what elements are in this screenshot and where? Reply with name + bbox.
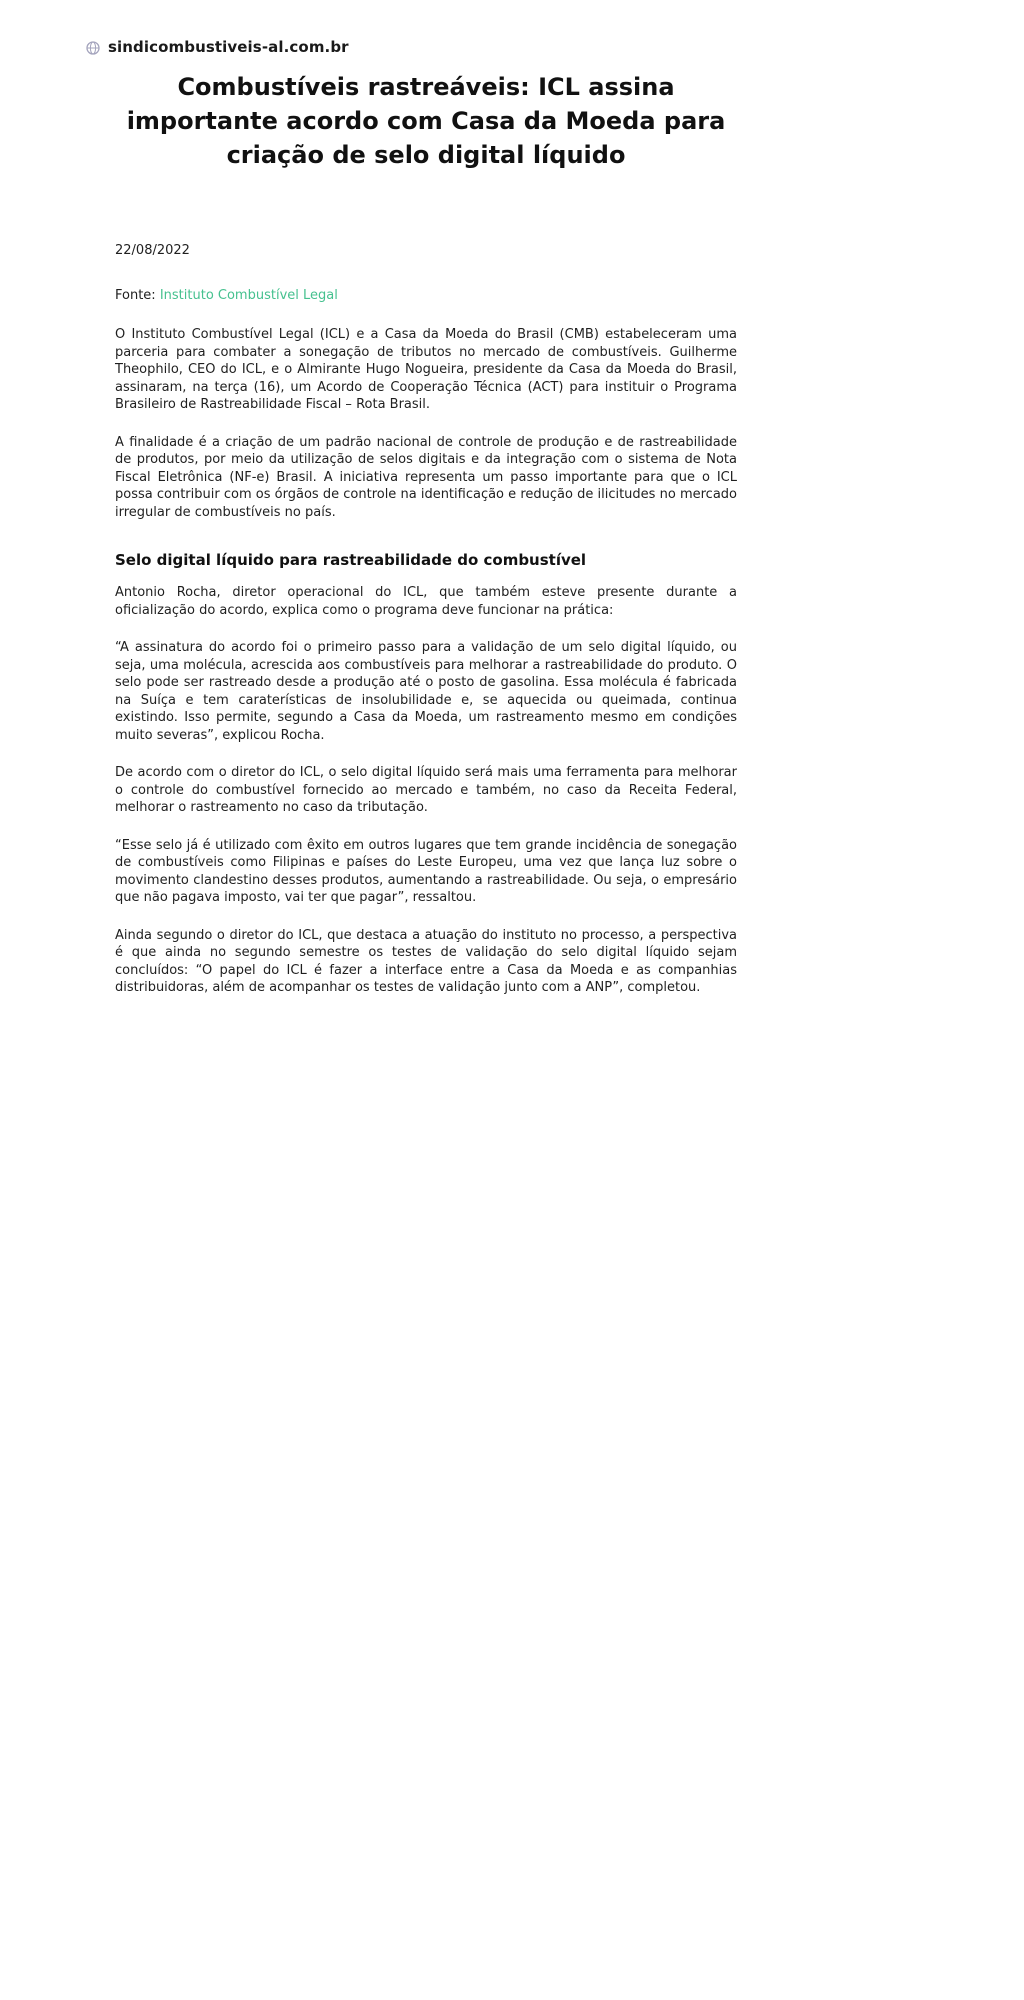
paragraph: A finalidade é a criação de um padrão nacional de controle de produção e de rastreabilidade de produtos, por meio da utilização de selos digitais e da integração com o sistema de Nota Fiscal Eletrônica (NF-e) Brasil. A iniciativa representa um passo importante para que o ICL possa contribuir com os órgãos de controle na identificação e redução de ilicitudes no mercado irregular de combustíveis no país. <box>115 434 737 520</box>
article-title: Combustíveis rastreáveis: ICL assina importante acordo com Casa da Moeda para criação de selo digital líquido <box>126 73 726 169</box>
paragraph: O Instituto Combustível Legal (ICL) e a Casa da Moeda do Brasil (CMB) estabeleceram uma parceria para combater a sonegação de tributos no mercado de combustíveis. Guilherme Theophilo, CEO do ICL, e o Almirante Hugo Nogueira, presidente da Casa da Moeda do Brasil, assinaram, na terça (16), um Acordo de Cooperação Técnica (ACT) para instituir o Programa Brasileiro de Rastreabilidade Fiscal – Rota Brasil. <box>115 327 737 412</box>
reader-page <box>0 0 1024 997</box>
article-source-line <box>115 287 737 304</box>
section-heading: Selo digital líquido para rastreabilidade do combustível <box>115 551 587 569</box>
site-header <box>86 38 1024 56</box>
article <box>115 70 737 997</box>
paragraph: “Esse selo já é utilizado com êxito em outros lugares que tem grande incidência de sonegação de combustíveis como Filipinas e países do Leste Europeu, uma vez que lança luz sobre o movimento clandestino desses produtos, aumentando a rastreabilidade. Ou seja, o empresário que não pagava imposto, vai ter que pagar”, ressaltou. <box>115 837 737 905</box>
source-label: Fonte: <box>115 288 160 303</box>
article-date: 22/08/2022 <box>115 243 190 258</box>
paragraph: De acordo com o diretor do ICL, o selo digital líquido será mais uma ferramenta para melhorar o controle do combustível fornecido ao mercado e também, no caso da Receita Federal, melhorar o rastreamento no caso da tributação. <box>115 765 737 815</box>
site-domain-label: sindicombustiveis-al.com.br <box>108 38 349 56</box>
globe-icon <box>86 40 100 54</box>
paragraph: Antonio Rocha, diretor operacional do ICL, que também esteve presente durante a oficialização do acordo, explica como o programa deve funcionar na prática: <box>115 585 737 618</box>
paragraph: Ainda segundo o diretor do ICL, que destaca a atuação do instituto no processo, a perspectiva é que ainda no segundo semestre os testes de validação do selo digital líquido sejam concluídos: “O papel do ICL é fazer a interface entre a Casa da Moeda e as companhias distribuidoras, além de acompanhar os testes de validação junto com a ANP”, completou. <box>115 927 737 995</box>
paragraph: “A assinatura do acordo foi o primeiro passo para a validação de um selo digital líquido, ou seja, uma molécula, acrescida aos combustíveis para melhorar a rastreabilidade do produto. O selo pode ser rastreado desde a produção até o posto de gasolina. Essa molécula é fabricada na Suíça e tem caraterísticas de insolubilidade e, se aquecida ou queimada, continua existindo. Isso permite, segundo a Casa da Moeda, um rastreamento mesmo em condições muito severas”, explicou Rocha. <box>115 640 737 743</box>
article-body <box>115 326 737 997</box>
source-link[interactable]: Instituto Combustível Legal <box>159 288 338 303</box>
